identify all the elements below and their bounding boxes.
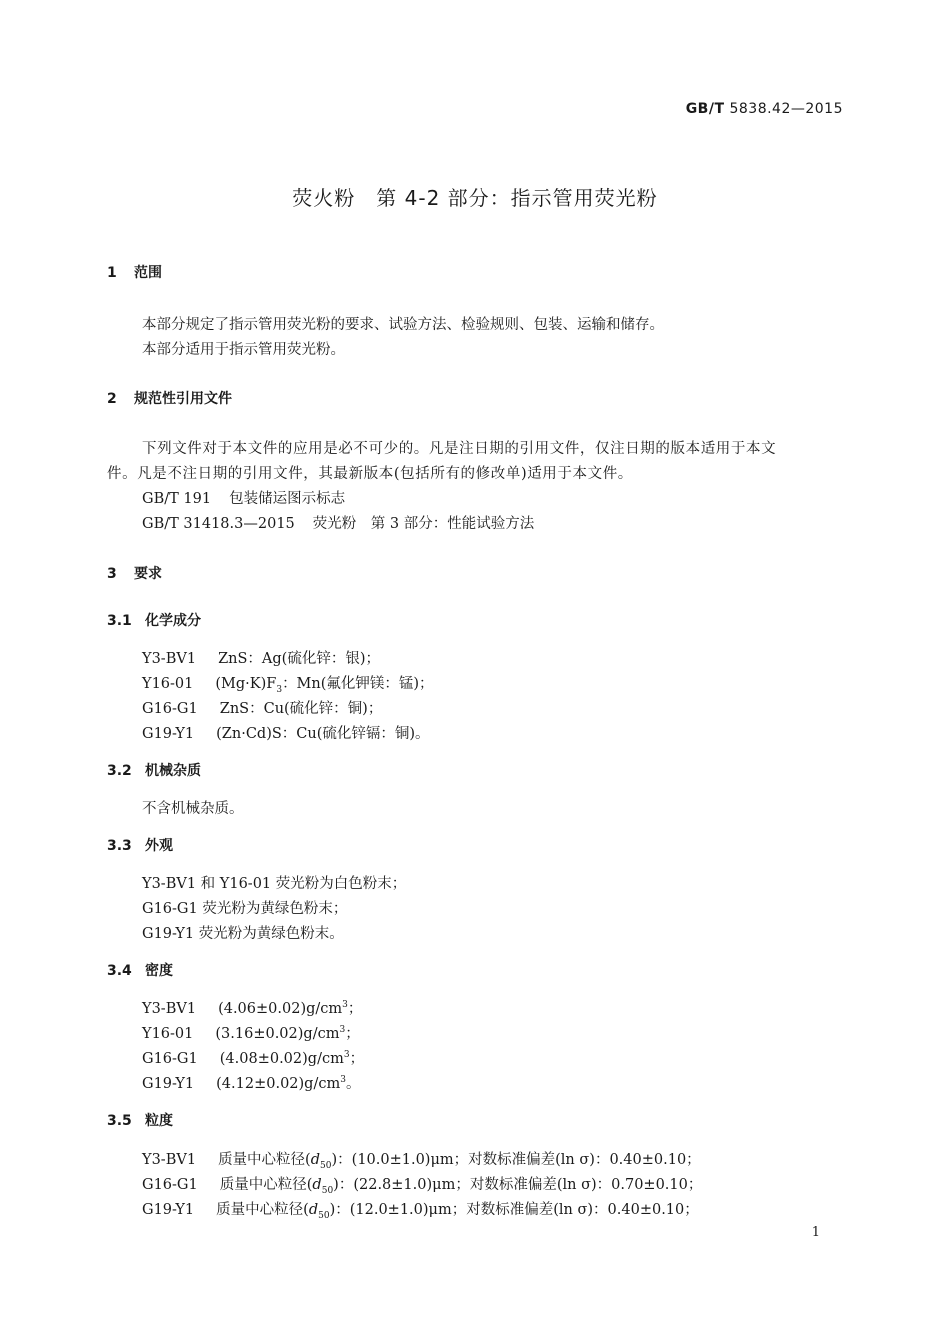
appearance-line: G19-Y1 荧光粉为黄绿色粉末。 [142, 926, 344, 942]
particle-size-row: G16-G1 质量中心粒径$(d_{50})$：(22.8±1.0)μm；对数标准偏差(ln σ)：0.70±0.10； [142, 1177, 703, 1196]
appearance-line: G16-G1 荧光粉为黄绿色粉末； [142, 901, 348, 917]
section-3-1-heading: 3.1 化学成分 [107, 613, 201, 629]
section-3-2-heading: 3.2 机械杂质 [107, 763, 201, 779]
section-1-para-2: 本部分适用于指示管用荧光粉。 [142, 342, 345, 358]
composition-row: Y3-BV1 ZnS：Ag(硫化锌：银)； [142, 651, 380, 667]
section-2-heading: 2 规范性引用文件 [107, 391, 232, 407]
reference-2: GB/T 31418.3—2015 荧光粉 第 3 部分：性能试验方法 [142, 516, 535, 532]
appearance-line: Y3-BV1 和 Y16-01 荧光粉为白色粉末； [142, 876, 407, 892]
section-3-5-heading: 3.5 粒度 [107, 1113, 173, 1129]
section-3-heading: 3 要求 [107, 566, 162, 582]
section-3-2-para: 不含机械杂质。 [142, 801, 244, 817]
composition-row: G16-G1 ZnS：Cu(硫化锌：铜)； [142, 701, 383, 717]
density-row: G19-Y1 $(4.12\pm 0.02)g/cm^3$。 [142, 1075, 361, 1092]
section-2-para-1b: 件。凡是不注日期的引用文件，其最新版本(包括所有的修改单)适用于本文件。 [107, 466, 633, 482]
composition-row: G19-Y1 (Zn·Cd)S：Cu(硫化锌镉：铜)。 [142, 726, 430, 742]
particle-size-row: Y3-BV1 质量中心粒径$(d_{50})$：(10.0±1.0)μm；对数标准偏差(ln σ)：0.40±0.10； [142, 1152, 701, 1171]
section-1-heading: 1 范围 [107, 265, 162, 281]
section-2-para-1a: 下列文件对于本文件的应用是必不可少的。凡是注日期的引用文件，仅注日期的版本适用于本文 [142, 441, 777, 457]
page-number: 1 [811, 1225, 820, 1240]
reference-1: GB/T 191 包装储运图示标志 [142, 491, 346, 507]
document-title: 荧火粉 第 4-2 部分：指示管用荧光粉 [292, 186, 658, 210]
particle-size-row: G19-Y1 质量中心粒径$(d_{50})$：(12.0±1.0)μm；对数标准偏差(ln σ)：0.40±0.10； [142, 1202, 699, 1221]
density-row: Y16-01 $(3.16\pm 0.02)g/cm^3$； [142, 1025, 360, 1042]
section-1-para-1: 本部分规定了指示管用荧光粉的要求、试验方法、检验规则、包装、运输和储存。 [142, 317, 664, 333]
section-3-4-heading: 3.4 密度 [107, 963, 173, 979]
standard-code: GB/T 5838.42—2015 [685, 101, 843, 117]
density-row: Y3-BV1 $(4.06\pm 0.02)g/cm^3$； [142, 1000, 363, 1017]
density-row: G16-G1 $(4.08\pm 0.02)g/cm^3$； [142, 1050, 365, 1067]
section-3-3-heading: 3.3 外观 [107, 838, 173, 854]
composition-row: Y16-01 $(Mg\cdot K)F_3$：Mn(氟化钾镁：锰)； [142, 676, 434, 695]
